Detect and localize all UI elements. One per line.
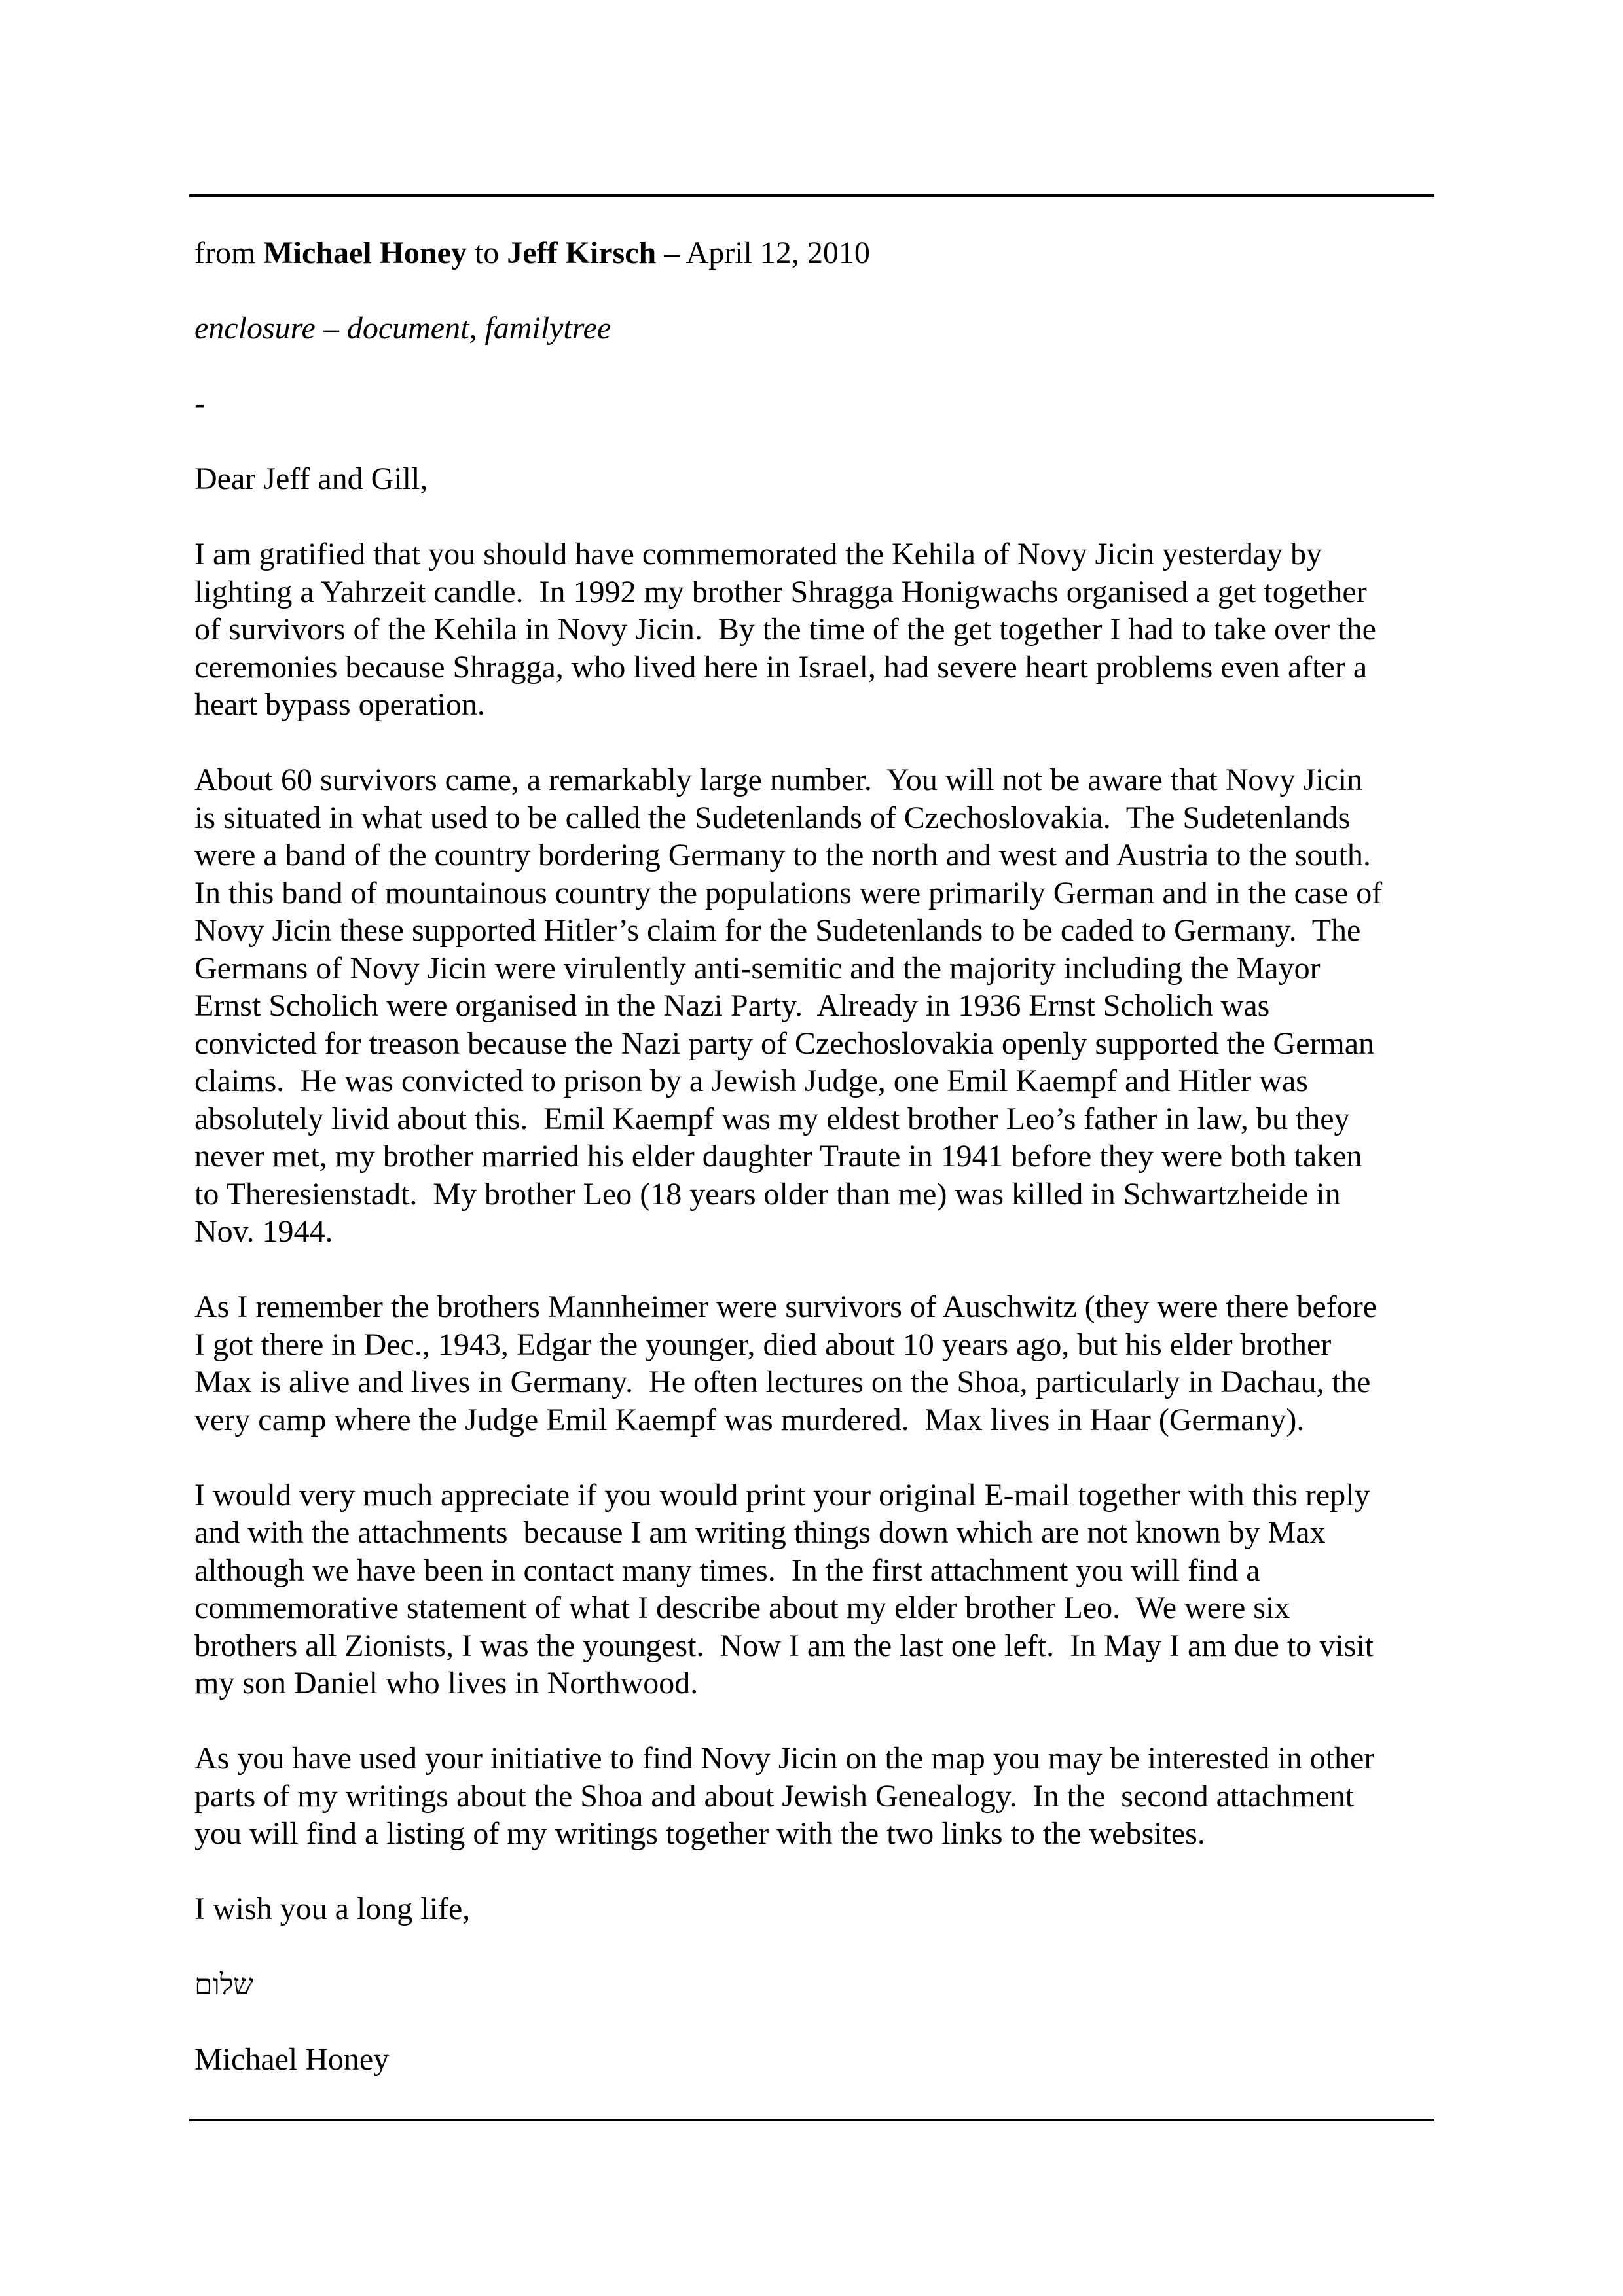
enclosure-text: enclosure – document, familytree (194, 311, 611, 346)
paragraph-line: As you have used your initiative to find Novy Jicin on the map you may be interested in other (194, 1741, 1375, 1776)
letter-date: – April 12, 2010 (656, 236, 870, 270)
paragraph-line: About 60 survivors came, a remarkably large number. You will not be aware that Novy Jicin (194, 762, 1363, 797)
paragraph-line: you will find a listing of my writings together with the two links to the websites. (194, 1816, 1205, 1851)
paragraph-line: very camp where the Judge Emil Kaempf was murdered. Max lives in Haar (Germany). (194, 1402, 1305, 1437)
paragraph-line: Max is alive and lives in Germany. He often lectures on the Shoa, particularly in Dachau, the (194, 1365, 1371, 1399)
paragraph-line: lighting a Yahrzeit candle. In 1992 my brother Shragga Honigwachs organised a get together (194, 574, 1367, 609)
paragraph-line: to Theresienstadt. My brother Leo (18 years older than me) was killed in Schwartzheide in (194, 1176, 1341, 1211)
paragraph-line: claims. He was convicted to prison by a Jewish Judge, one Emil Kaempf and Hitler was (194, 1064, 1308, 1098)
signature-name: Michael Honey (194, 2042, 390, 2077)
paragraph-2 (194, 761, 1438, 1251)
signature (194, 2041, 1438, 2079)
header-line (194, 234, 1438, 272)
paragraph-line: I am gratified that you should have commemorated the Kehila of Novy Jicin yesterday by (194, 537, 1322, 571)
paragraph-line: Nov. 1944. (194, 1214, 333, 1249)
salutation-text: Dear Jeff and Gill, (194, 461, 428, 496)
separator-dash: - (194, 386, 205, 421)
recipient-name: Jeff Kirsch (507, 236, 657, 270)
from-prefix: from (194, 236, 264, 270)
paragraph-line: is situated in what used to be called the Sudetenlands of Czechoslovakia. The Sudetenlands (194, 800, 1351, 835)
paragraph-line: absolutely livid about this. Emil Kaempf was my eldest brother Leo’s father in law, bu they (194, 1101, 1350, 1136)
hebrew-farewell-text: שלום (194, 1968, 254, 2001)
paragraph-line: I would very much appreciate if you would print your original E-mail together with this reply (194, 1477, 1370, 1513)
paragraph-line: ceremonies because Shragga, who lived here in Israel, had severe heart problems even after a (194, 649, 1368, 685)
paragraph-line: my son Daniel who lives in Northwood. (194, 1666, 699, 1700)
bottom-horizontal-rule (189, 2119, 1434, 2121)
paragraph-line: As I remember the brothers Mannheimer were survivors of Auschwitz (they were there before (194, 1289, 1377, 1324)
paragraph-line: and with the attachments because I am writing things down which are not known by Max (194, 1515, 1326, 1550)
paragraph-line: Ernst Scholich were organised in the Nazi Party. Already in 1936 Ernst Scholich was (194, 988, 1270, 1023)
to-word: to (466, 236, 507, 270)
paragraph-1 (194, 535, 1438, 724)
sender-name: Michael Honey (263, 236, 467, 270)
enclosure-note (194, 310, 1438, 348)
top-horizontal-rule (189, 194, 1434, 197)
paragraph-5 (194, 1740, 1438, 1853)
paragraph-line: brothers all Zionists, I was the youngest. Now I am the last one left. In May I am due to visit (194, 1628, 1374, 1663)
letter-body (194, 234, 1438, 2079)
paragraph-line: I got there in Dec., 1943, Edgar the younger, died about 10 years ago, but his elder brother (194, 1327, 1332, 1362)
letter-header (194, 234, 1438, 272)
paragraph-line: Germans of Novy Jicin were virulently anti-semitic and the majority including the Mayor (194, 950, 1321, 986)
paragraph-line: convicted for treason because the Nazi party of Czechoslovakia openly supported the German (194, 1026, 1374, 1061)
paragraph-line: although we have been in contact many times. In the first attachment you will find a (194, 1552, 1260, 1588)
paragraph-line: never met, my brother married his elder daughter Traute in 1941 before they were both taken (194, 1139, 1362, 1174)
salutation (194, 460, 1438, 498)
paragraph-line: heart bypass operation. (194, 687, 485, 722)
hebrew-farewell (194, 1965, 1438, 2003)
paragraph-4 (194, 1477, 1438, 1702)
paragraph-line: of survivors of the Kehila in Novy Jicin. By the time of the get together I had to take over the (194, 612, 1376, 647)
closing (194, 1890, 1438, 1928)
paragraph-line: commemorative statement of what I describe about my elder brother Leo. We were six (194, 1590, 1290, 1625)
paragraph-line: In this band of mountainous country the populations were primarily German and in the case of (194, 875, 1383, 910)
closing-text: I wish you a long life, (194, 1892, 471, 1926)
paragraph-3 (194, 1288, 1438, 1439)
paragraph-line: parts of my writings about the Shoa and about Jewish Genealogy. In the second attachment (194, 1778, 1355, 1814)
separator (194, 385, 1438, 423)
paragraph-line: were a band of the country bordering Germany to the north and west and Austria to the south. (194, 838, 1371, 872)
paragraph-line: Novy Jicin these supported Hitler’s claim for the Sudetenlands to be caded to Germany. The (194, 913, 1361, 948)
